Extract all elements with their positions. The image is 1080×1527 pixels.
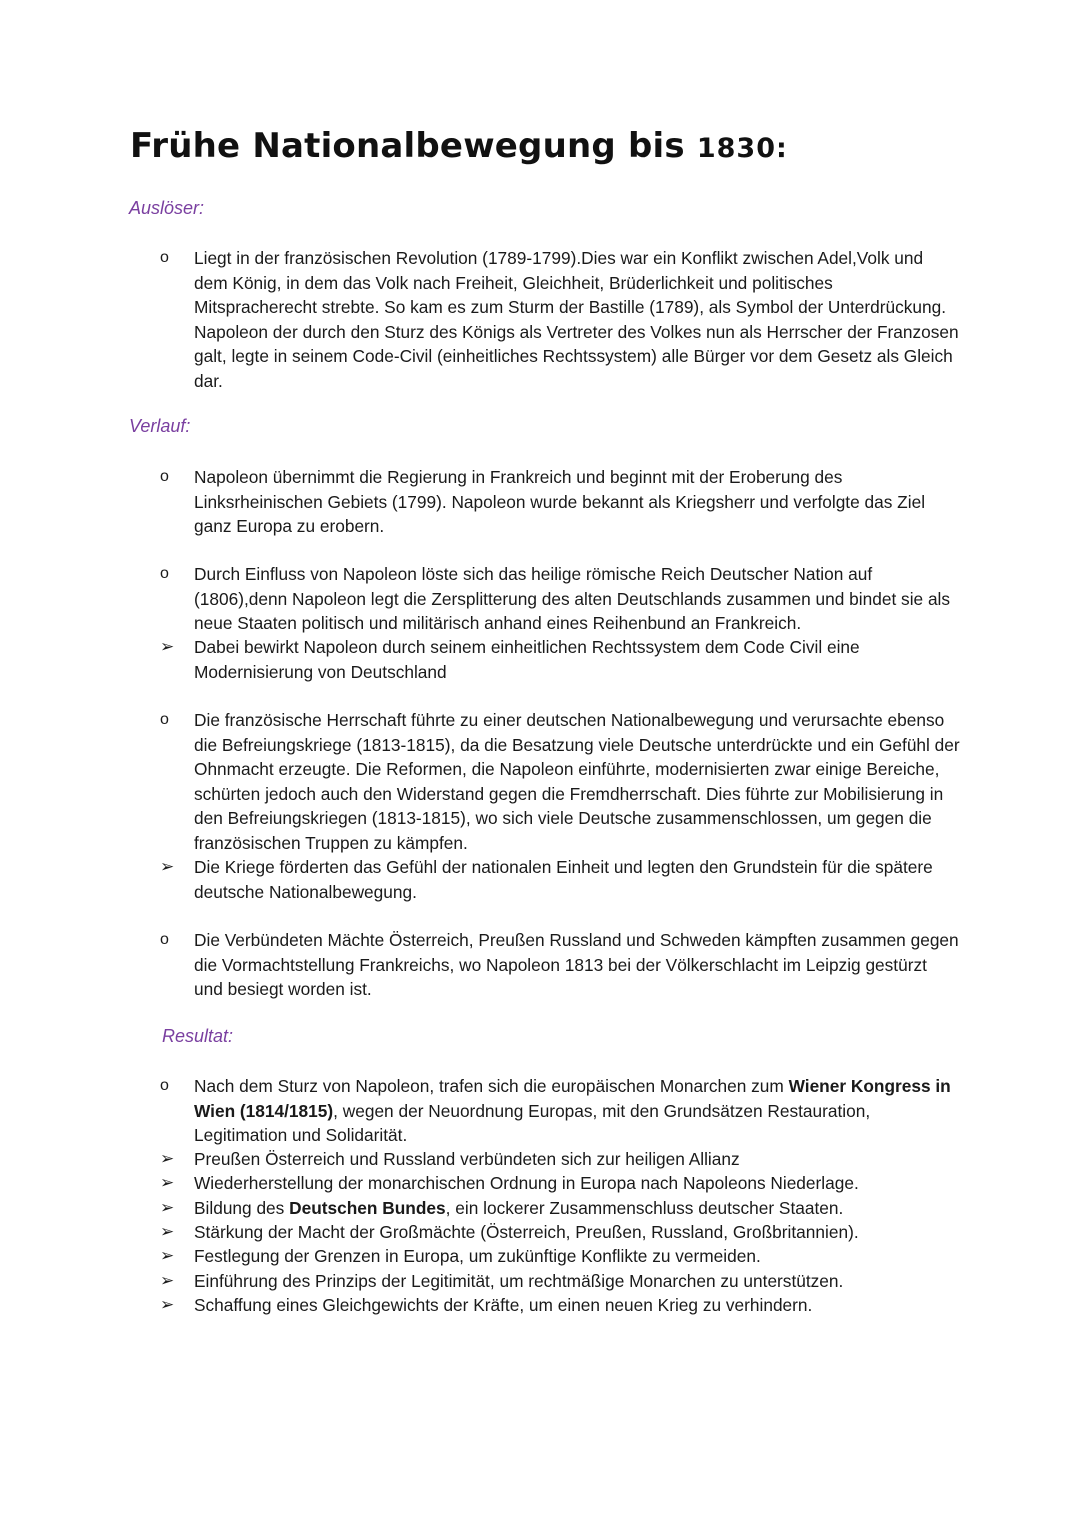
title-colon: : — [776, 133, 788, 164]
list-item-text: Dabei bewirkt Napoleon durch seinem einheitlichen Rechtssystem dem Code Civil eine Modernisierung von Deutschland — [194, 637, 860, 682]
circle-bullet-icon: o — [160, 1077, 169, 1094]
list-item — [160, 1244, 960, 1269]
heading-ausloeser: Auslöser: — [129, 198, 205, 218]
heading-resultat: Resultat: — [162, 1026, 234, 1046]
text-segment: Bildung des — [194, 1198, 290, 1218]
list-item — [160, 1074, 960, 1148]
list-item — [160, 855, 960, 904]
heading-verlauf: Verlauf: — [129, 416, 191, 436]
list-item — [160, 562, 960, 636]
list-item-text — [194, 1196, 960, 1221]
list-item-text: Wiederherstellung der monarchischen Ordnung in Europa nach Napoleons Niederlage. — [194, 1173, 859, 1193]
list-item-text: Die Verbündeten Mächte Österreich, Preußen Russland und Schweden kämpften zusammen gegen die Vormachtstellung Frankreichs, wo Napoleon 1813 bei der Völkerschlacht im Leipzig gestürzt und besiegt worden ist. — [194, 930, 959, 999]
text-segment: , ein lockerer Zusammenschluss deutscher Staaten. — [445, 1198, 844, 1218]
arrow-bullet-icon: ➢ — [160, 1222, 175, 1241]
arrow-bullet-icon: ➢ — [160, 1149, 175, 1168]
list-item — [160, 246, 960, 393]
list-item-text: Schaffung eines Gleichgewichts der Kräfte, um einen neuen Krieg zu verhindern. — [194, 1295, 813, 1315]
bold-text: Deutschen Bundes — [289, 1198, 446, 1218]
circle-bullet-icon: o — [160, 565, 169, 582]
list-item-text: Liegt in der französischen Revolution (1789-1799).Dies war ein Konflikt zwischen Adel,Volk und dem König, in dem das Volk nach Freiheit, Gleichheit, Brüderlichkeit und politisches Mitspracherecht strebte. So kam es zum Sturm der Bastille (1789), als Symbol der Unterdrückung. Napoleon der durch den Sturz des Königs als Vertreter des Volkes nun als Herrscher der Franzosen galt, legte in seinem Code-Civil (einheitliches Rechtssystem) alle Bürger vor dem Gesetz als Gleich dar. — [194, 248, 959, 391]
list-item-text: Einführung des Prinzips der Legitimität, um rechtmäßige Monarchen zu unterstützen. — [194, 1271, 844, 1291]
list-item-text: Die französische Herrschaft führte zu einer deutschen Nationalbewegung und verursachte ebenso die Befreiungskriege (1813-1815), da die Besatzung viele Deutsche unterdrückte und ein Gefühl der Ohnmacht erzeugte. Die Reformen, die Napoleon einführte, modernisierten zwar einige Bereiche, schürten jedoch auch den Widerstand gegen die Fremdherrschaft. Dies führte zur Mobilisierung in den Befreiungskriegen (1813-1815), wo sich viele Deutsche zusammenschlossen, um gegen die französischen Truppen zu kämpfen. — [194, 710, 960, 853]
text-segment: , wegen der Neuordnung Europas, mit den Grundsätzen Restauration, Legitimation und Solidarität. — [194, 1100, 871, 1145]
page-title — [130, 126, 788, 166]
text-segment: Nach dem Sturz von Napoleon, trafen sich die europäischen Monarchen zum — [194, 1076, 789, 1096]
arrow-bullet-icon: ➢ — [160, 1271, 175, 1290]
title-year: 1830 — [696, 133, 777, 164]
circle-bullet-icon: o — [160, 931, 169, 948]
list-item — [160, 928, 960, 1002]
list-item — [160, 1269, 960, 1294]
list-item-text: Durch Einfluss von Napoleon löste sich das heilige römische Reich Deutscher Nation auf (1806),denn Napoleon legt die Zersplitterung des alten Deutschlands zusammen und bindet sie als neue Staaten politisch und militärisch anhand eines Reihenbund an Frankreich. — [194, 564, 951, 633]
bold-text: Wiener Kongress in Wien (1814/1815) — [194, 1076, 951, 1121]
list-item — [160, 708, 960, 855]
circle-bullet-icon: o — [160, 468, 169, 485]
list-item — [160, 465, 960, 539]
list-item-text: Preußen Österreich und Russland verbündeten sich zur heiligen Allianz — [194, 1149, 740, 1169]
list-item-text — [194, 1074, 960, 1148]
list-item — [160, 1293, 960, 1318]
circle-bullet-icon: o — [160, 711, 169, 728]
list-item — [160, 1196, 960, 1221]
arrow-bullet-icon: ➢ — [160, 1173, 175, 1192]
list-item-text: Stärkung der Macht der Großmächte (Österreich, Preußen, Russland, Großbritannien). — [194, 1222, 859, 1242]
list-item — [160, 1147, 960, 1172]
list-item — [160, 1171, 960, 1196]
circle-bullet-icon: o — [160, 249, 169, 266]
list-item — [160, 1220, 960, 1245]
arrow-bullet-icon: ➢ — [160, 857, 175, 876]
list-item-text: Festlegung der Grenzen in Europa, um zukünftige Konflikte zu vermeiden. — [194, 1246, 761, 1266]
list-item-text: Die Kriege förderten das Gefühl der nationalen Einheit und legten den Grundstein für die spätere deutsche Nationalbewegung. — [194, 857, 933, 902]
title-main: Frühe Nationalbewegung bis — [130, 126, 685, 166]
list-item-text: Napoleon übernimmt die Regierung in Frankreich und beginnt mit der Eroberung des Linksrheinischen Gebiets (1799). Napoleon wurde bekannt als Kriegsherr und verfolgte das Ziel ganz Europa zu erobern. — [194, 467, 926, 536]
arrow-bullet-icon: ➢ — [160, 1246, 175, 1265]
arrow-bullet-icon: ➢ — [160, 1295, 175, 1314]
list-item — [160, 635, 960, 684]
arrow-bullet-icon: ➢ — [160, 1198, 175, 1217]
arrow-bullet-icon: ➢ — [160, 637, 175, 656]
